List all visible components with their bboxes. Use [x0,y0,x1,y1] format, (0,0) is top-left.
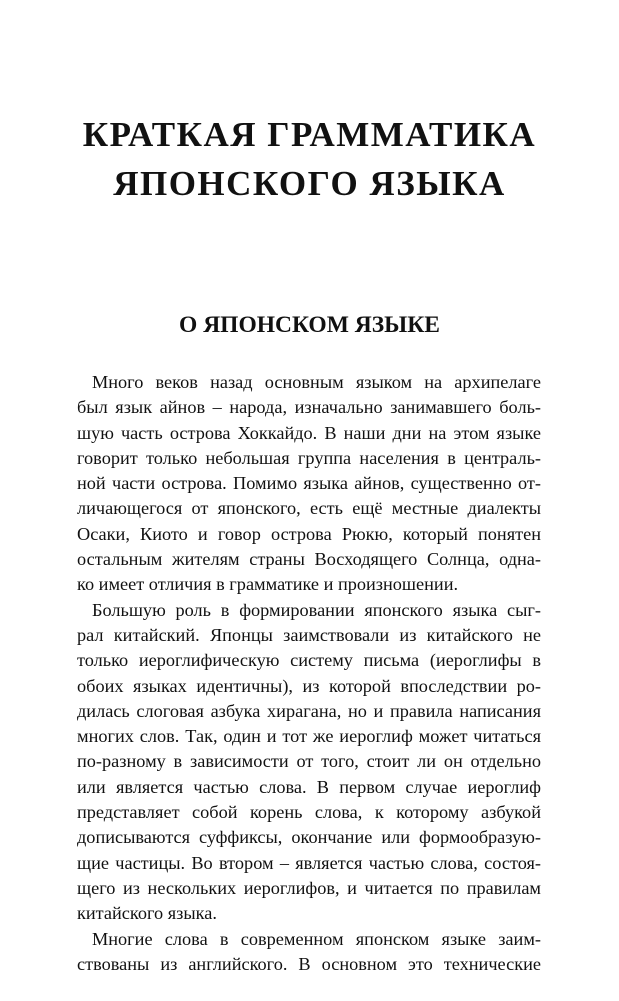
text-line: рал китайский. Японцы заимствовали из китайского не [77,624,541,645]
text-line: по-разному в зависимости от того, стоит ли он отдельно [77,751,541,772]
text-line: остальным жителям страны Восходящего Солнца, одна- [77,549,541,570]
text-line: был язык айнов – народа, изначально занимавшего боль- [77,397,541,418]
text-line: представляет собой корень слова, к которому азбукой [77,802,541,823]
text-line: личающегося от японского, есть ещё местные диалекты [77,498,541,519]
text-line: щие частицы. Во втором – является частью слова, состоя- [77,852,541,873]
text-line: Многие слова в современном японском языке заим- [92,928,541,949]
text-line: говорит только небольшая группа населения в централь- [77,447,541,468]
text-line: Большую роль в формировании японского языка сыг- [92,599,541,620]
text-line: или является частью слова. В первом случае иероглиф [77,776,541,797]
text-line: обоих языках идентичны), из которой впоследствии ро- [77,675,541,696]
text-line: только иероглифическую систему письма (иероглифы в [77,650,541,671]
text-line: щего из нескольких иероглифов, и читается по правилам [77,877,541,898]
text-line: Осаки, Киото и говор острова Рюкю, который понятен [77,523,541,544]
section-heading: О ЯПОНСКОМ ЯЗЫКЕ [179,312,440,338]
book-title-line-2: ЯПОНСКОГО ЯЗЫКА [113,164,506,203]
text-line: Много веков назад основным языком на архипелаге [92,372,541,392]
text-line: шую часть острова Хоккайдо. В наши дни на этом языке [77,422,541,443]
text-line: дописываются суффиксы, окончание или формообразую- [77,827,541,848]
text-line: ствованы из английского. В основном это технические [77,953,541,974]
body-text [77,370,541,977]
text-line: ко имеет отличия в грамматике и произношении. [77,574,459,595]
text-line: многих слов. Так, один и тот же иероглиф может читаться [77,726,541,747]
text-line: китайского языка. [77,903,217,924]
text-line: дилась слоговая азбука хирагана, но и правила написания [77,700,541,721]
text-line: ной части острова. Помимо языка айнов, существенно от- [77,473,541,494]
book-title-line-1: КРАТКАЯ ГРАММАТИКА [82,115,537,154]
